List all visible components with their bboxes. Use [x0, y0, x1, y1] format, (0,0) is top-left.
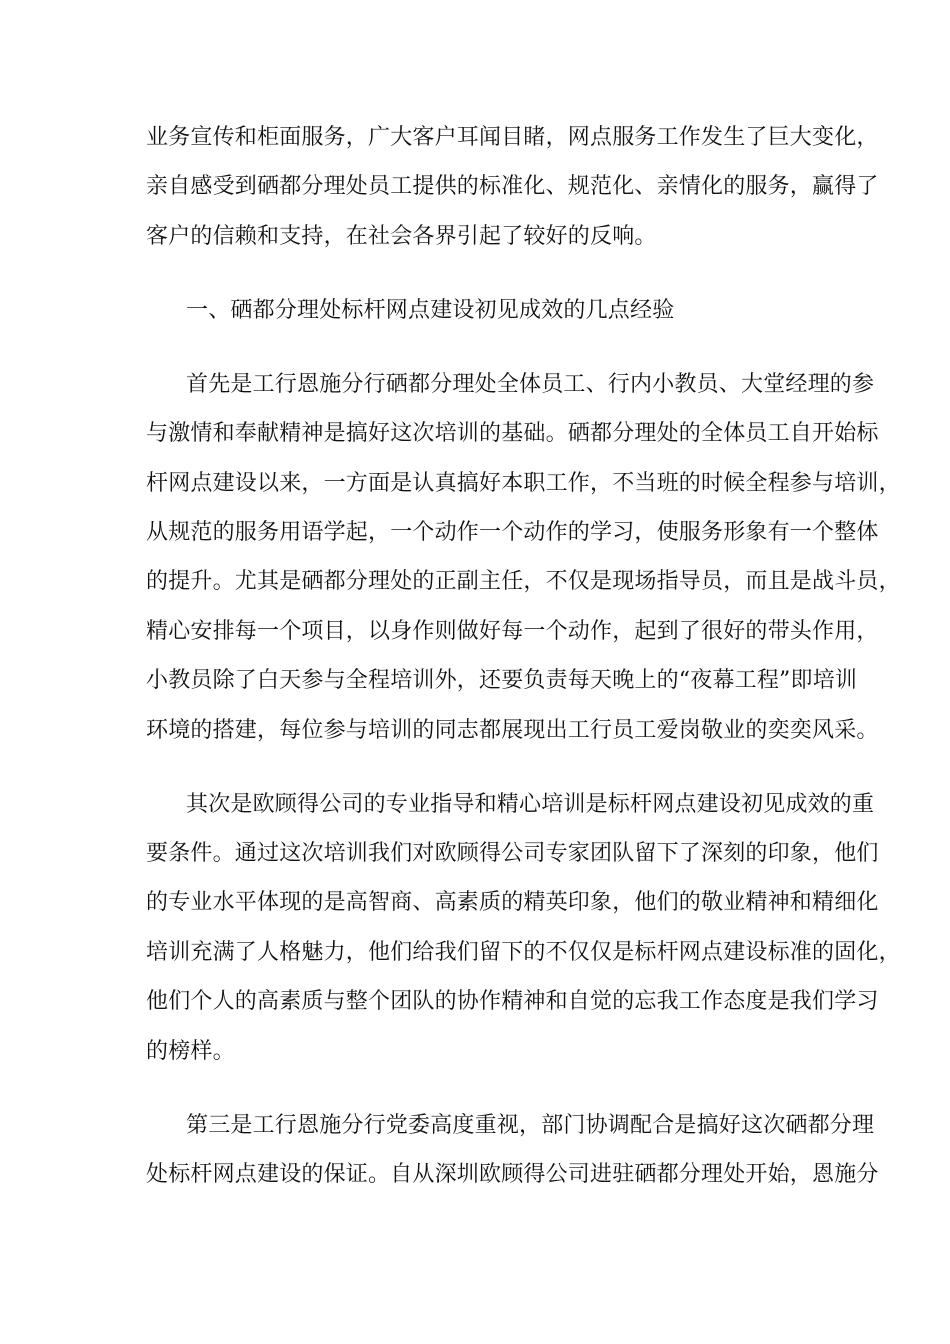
text-line: 精心安排每一个项目，以身作则做好每一个动作，起到了很好的带头作用， [146, 619, 879, 644]
text-line: 的提升。尤其是硒都分理处的正副主任，不仅是现场指导员，而且是战斗员， [146, 569, 901, 594]
text-line: 从规范的服务用语学起，一个动作一个动作的学习，使服务形象有一个整体 [146, 520, 879, 545]
text-line: 环境的搭建，每位参与培训的同志都展现出工行员工爱岗敬业的奕奕风采。 [146, 718, 879, 743]
text-line: 要条件。通过这次培训我们对欧顾得公司专家团队留下了深刻的印象，他们 [146, 841, 879, 866]
text-line: 第三是工行恩施分行党委高度重视，部门协调配合是搞好这次硒都分理 [186, 1113, 875, 1138]
text-line: 他们个人的高素质与整个团队的协作精神和自觉的忘我工作态度是我们学习 [146, 989, 879, 1014]
text-line: 处标杆网点建设的保证。自从深圳欧顾得公司进驻硒都分理处开始，恩施分 [146, 1162, 879, 1187]
text-line: 培训充满了人格魅力，他们给我们留下的不仅仅是标杆网点建设标准的固化， [146, 940, 901, 965]
text-line: 与激情和奉献精神是搞好这次培训的基础。硒都分理处的全体员工自开始标 [146, 421, 879, 446]
text-line: 小教员除了白天参与全程培训外，还要负责每天晚上的“夜幕工程”即培训 [146, 668, 858, 693]
text-line: 杆网点建设以来，一方面是认真搞好本职工作，不当班的时候全程参与培训， [146, 471, 901, 496]
section-heading: 一、硒都分理处标杆网点建设初见成效的几点经验 [186, 298, 675, 323]
text-line: 的专业水平体现的是高智商、高素质的精英印象，他们的敬业精神和精细化 [146, 890, 879, 915]
text-line: 首先是工行恩施分行硒都分理处全体员工、行内小教员、大堂经理的参 [186, 372, 875, 397]
text-line: 客户的信赖和支持，在社会各界引起了较好的反响。 [146, 224, 657, 249]
text-line: 其次是欧顾得公司的专业指导和精心培训是标杆网点建设初见成效的重 [186, 792, 875, 817]
text-line: 业务宣传和柜面服务，广大客户耳闻目睹，网点服务工作发生了巨大变化， [146, 125, 879, 150]
text-line: 的榜样。 [146, 1039, 235, 1064]
text-line: 亲自感受到硒都分理处员工提供的标准化、规范化、亲情化的服务，赢得了 [146, 174, 879, 199]
